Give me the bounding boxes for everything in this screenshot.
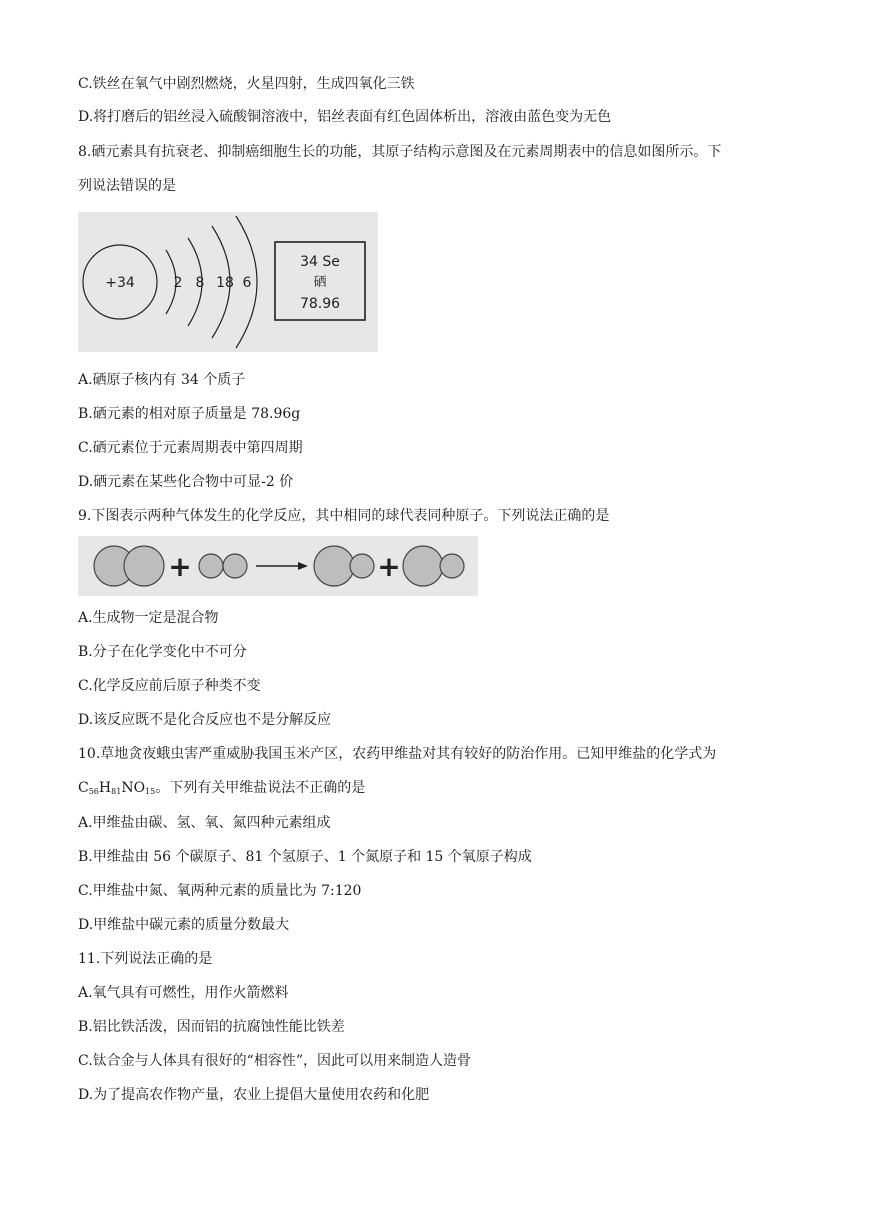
formula-carbon: C [78, 780, 89, 796]
shell-electrons-1: 2 [173, 275, 183, 291]
q7-option-d: D.将打磨后的铝丝浸入硫酸铜溶液中，铝丝表面有红色固体析出，溶液由蓝色变为无色 [78, 109, 612, 125]
shell-electrons-4: 6 [242, 275, 252, 291]
shell-electrons-3: 18 [216, 275, 234, 291]
q10-option-a: A.甲维盐由碳、氢、氧、氮四种元素组成 [78, 815, 331, 831]
q9-option-b: B.分子在化学变化中不可分 [78, 644, 247, 660]
plus-sign-2: + [377, 550, 401, 583]
q8-stem-line-1: 8.硒元素具有抗衰老、抑制癌细胞生长的功能，其原子结构示意图及在元素周期表中的信息如图所示。下 [78, 144, 722, 160]
reactant-2-atom-b [223, 554, 247, 578]
product-1-atom-large [314, 546, 354, 586]
element-number-symbol: 34 Se [300, 254, 340, 270]
q10-stem-tail: 。下列有关甲维盐说法不正确的是 [155, 780, 366, 796]
reactant-1-atom-b [124, 546, 164, 586]
formula-carbon-count: 56 [88, 787, 99, 796]
product-2-atom-large [403, 546, 443, 586]
formula-oxygen-count: 15 [145, 787, 156, 796]
q11-option-d: D.为了提高农作物产量，农业上提倡大量使用农药和化肥 [78, 1087, 430, 1103]
reactant-2-atom-a [199, 554, 223, 578]
formula-nitrogen-oxygen: NO [121, 780, 146, 796]
q11-stem: 11.下列说法正确的是 [78, 951, 213, 967]
q8-option-c: C.硒元素位于元素周期表中第四周期 [78, 440, 303, 456]
q8-option-b: B.硒元素的相对原子质量是 78.96g [78, 406, 301, 422]
shell-electrons-2: 8 [195, 275, 205, 291]
q9-option-c: C.化学反应前后原子种类不变 [78, 678, 261, 694]
q11-option-a: A.氧气具有可燃性，用作火箭燃料 [78, 985, 289, 1001]
q10-option-d: D.甲维盐中碳元素的质量分数最大 [78, 917, 290, 933]
q8-option-a: A.硒原子核内有 34 个质子 [78, 372, 246, 388]
product-2-atom-small [440, 554, 464, 578]
q8-stem-line-2: 列说法错误的是 [78, 178, 176, 194]
element-atomic-mass: 78.96 [299, 296, 341, 312]
selenium-atom-figure [78, 212, 378, 352]
q10-stem-line-1: 10.草地贪夜蛾虫害严重威胁我国玉米产区，农药甲维盐对其有较好的防治作用。已知甲维盐的化学式为 [78, 746, 717, 762]
q8-option-d: D.硒元素在某些化合物中可显-2 价 [78, 474, 294, 490]
q9-stem: 9.下图表示两种气体发生的化学反应，其中相同的球代表同种原子。下列说法正确的是 [78, 508, 610, 524]
product-1-atom-small [350, 554, 374, 578]
q11-option-b: B.铝比铁活泼，因而铝的抗腐蚀性能比铁差 [78, 1019, 345, 1035]
q7-option-c: C.铁丝在氧气中剧烈燃烧，火星四射，生成四氧化三铁 [78, 76, 415, 92]
q9-option-a: A.生成物一定是混合物 [78, 610, 219, 626]
q10-option-c: C.甲维盐中氮、氧两种元素的质量比为 7:120 [78, 883, 362, 899]
q9-option-d: D.该反应既不是化合反应也不是分解反应 [78, 712, 332, 728]
reaction-arrow-head [298, 562, 308, 570]
plus-sign-1: + [168, 550, 192, 583]
reaction-figure [78, 536, 478, 596]
q10-option-b: B.甲维盐由 56 个碳原子、81 个氢原子、1 个氮原子和 15 个氧原子构成 [78, 849, 532, 865]
element-name: 硒 [313, 275, 327, 290]
q10-stem-line-2 [78, 778, 829, 798]
formula-hydrogen: H [98, 780, 112, 796]
q11-option-c: C.钛合金与人体具有很好的“相容性”，因此可以用来制造人造骨 [78, 1053, 471, 1069]
nucleus-charge: +34 [105, 275, 135, 291]
formula-hydrogen-count: 81 [111, 787, 122, 796]
